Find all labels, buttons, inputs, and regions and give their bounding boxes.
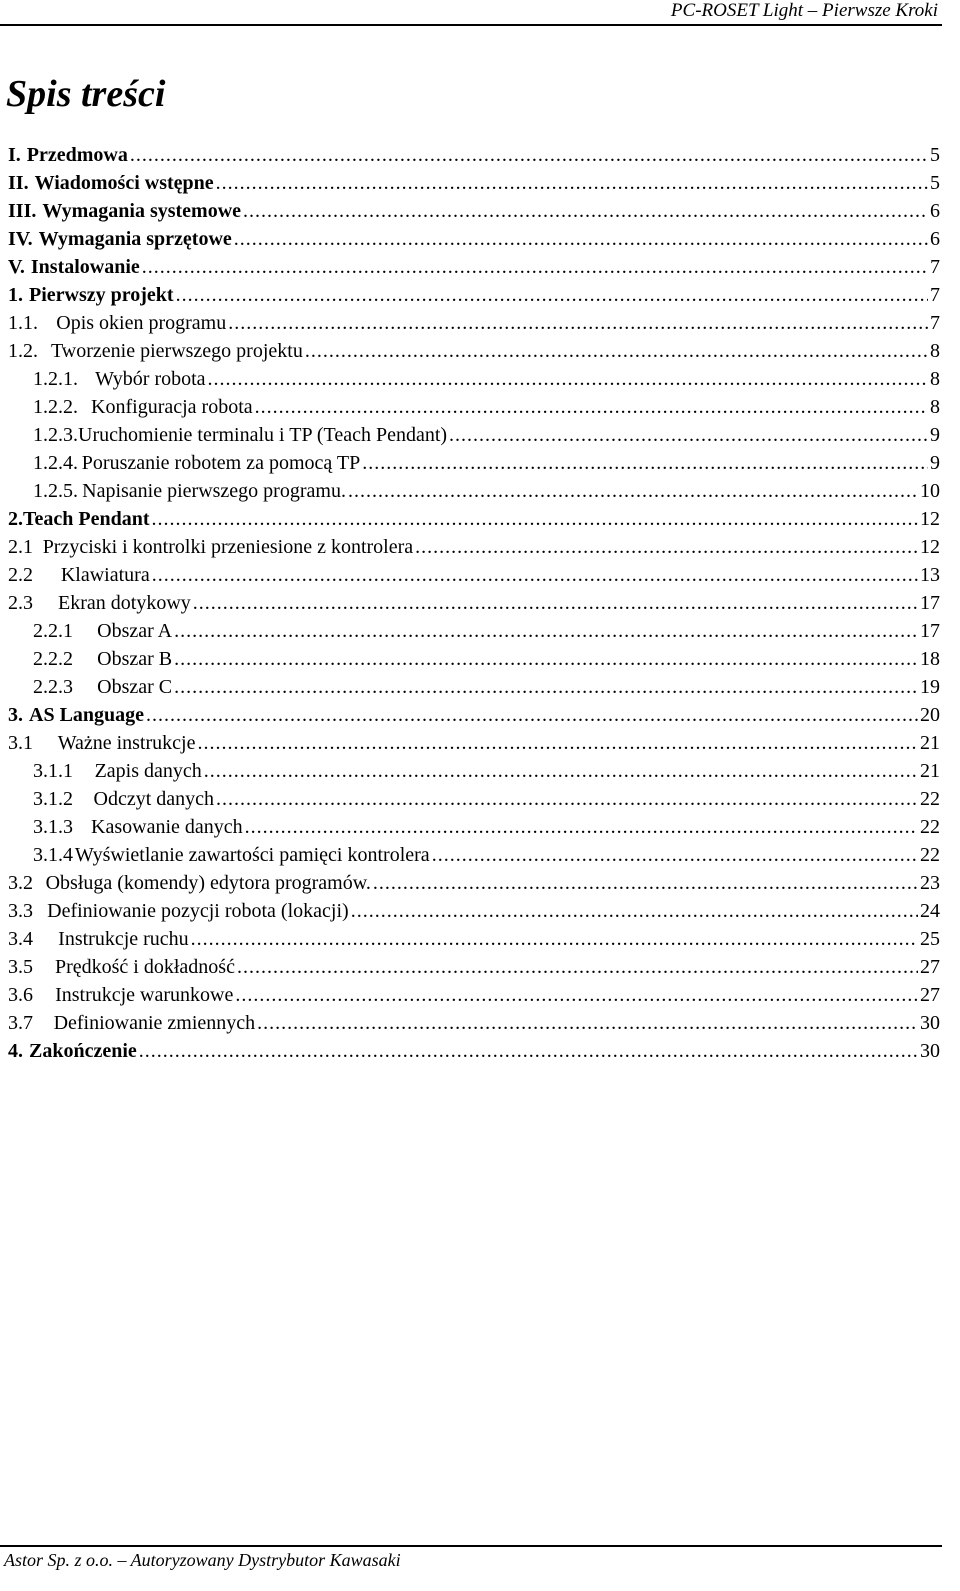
toc-entry-number: I. <box>8 144 21 166</box>
toc-entry[interactable] <box>8 421 940 449</box>
toc-dot-leader <box>415 533 918 561</box>
toc-entry-number: 2.2.3 <box>33 676 73 698</box>
toc-dot-leader <box>257 1009 918 1037</box>
toc-entry-page: 22 <box>920 816 940 838</box>
toc-entry[interactable] <box>8 673 940 701</box>
toc-entry-title: Obszar B <box>97 648 173 670</box>
toc-entry-page: 6 <box>930 200 940 222</box>
toc-dot-leader <box>432 841 918 869</box>
toc-entry-title: Wymagania systemowe <box>42 200 242 222</box>
toc-dot-leader <box>245 813 918 841</box>
toc-entry[interactable] <box>8 953 940 981</box>
toc-entry-title: Definiowanie zmiennych <box>53 1012 256 1034</box>
toc-entry[interactable] <box>8 729 940 757</box>
toc-entry-page: 18 <box>920 648 940 670</box>
toc-entry-title: Wiadomości wstępne <box>34 172 214 194</box>
toc-entry-title: Zapis danych <box>94 760 202 782</box>
toc-entry[interactable] <box>8 757 940 785</box>
toc-entry-title: Wybór robota <box>95 368 206 390</box>
toc-dot-leader <box>139 1037 918 1065</box>
toc-entry-page: 6 <box>930 228 940 250</box>
toc-dot-leader <box>237 953 918 981</box>
toc-entry-page: 24 <box>920 900 940 922</box>
toc-entry-number: 1.2.1. <box>33 368 78 390</box>
toc-entry-number: 1.2.5. <box>33 480 78 502</box>
toc-entry[interactable] <box>8 981 940 1009</box>
toc-entry-page: 21 <box>920 732 940 754</box>
toc-entry[interactable] <box>8 869 940 897</box>
toc-entry[interactable] <box>8 281 940 309</box>
toc-entry-number: III. <box>8 200 37 222</box>
toc-dot-leader <box>234 225 928 253</box>
toc-dot-leader <box>228 309 928 337</box>
toc-entry-number: 3.3 <box>8 900 33 922</box>
toc-entry-title: Odczyt danych <box>93 788 215 810</box>
toc-entry-page: 7 <box>930 256 940 278</box>
toc-entry-number: V. <box>8 256 25 278</box>
toc-dot-leader <box>235 981 918 1009</box>
toc-entry-number: 4. <box>8 1040 23 1062</box>
toc-entry-number: 1.2.3. <box>33 424 78 446</box>
toc-entry-number: 3.7 <box>8 1012 33 1034</box>
toc-entry[interactable] <box>8 309 940 337</box>
toc-entry-page: 10 <box>920 480 940 502</box>
toc-entry-page: 12 <box>920 536 940 558</box>
toc-entry-page: 7 <box>930 312 940 334</box>
toc-entry-number: 1.2. <box>8 340 38 362</box>
toc-entry-title: Przedmowa <box>26 144 128 166</box>
toc-entry[interactable] <box>8 197 940 225</box>
toc-entry[interactable] <box>8 1037 940 1065</box>
toc-entry[interactable] <box>8 365 940 393</box>
toc-entry-number: 3.1 <box>8 732 33 754</box>
page-header <box>0 0 942 26</box>
toc-heading: Spis treści <box>6 73 166 115</box>
toc-entry[interactable] <box>8 477 940 505</box>
toc-entry[interactable] <box>8 505 940 533</box>
page-footer <box>0 1545 942 1570</box>
toc-entry-page: 30 <box>920 1012 940 1034</box>
toc-entry-title: Obsługa (komendy) edytora programów. <box>45 872 371 894</box>
toc-entry-title: Instalowanie <box>30 256 140 278</box>
toc-dot-leader <box>191 925 918 953</box>
toc-entry-title: Wymagania sprzętowe <box>38 228 232 250</box>
toc-dot-leader <box>305 337 928 365</box>
toc-entry-title: Definiowanie pozycji robota (lokacji) <box>47 900 349 922</box>
toc-entry-number: 3.4 <box>8 928 33 950</box>
toc-entry-title: Pierwszy projekt <box>29 284 174 306</box>
toc-entry-page: 8 <box>930 396 940 418</box>
toc-entry-title: Prędkość i dokładność <box>54 956 235 978</box>
toc-entry-number: 2.1 <box>8 536 33 558</box>
toc-entry-number: 3.6 <box>8 984 33 1006</box>
toc-entry[interactable] <box>8 841 940 869</box>
toc-dot-leader <box>373 869 918 897</box>
toc-entry[interactable] <box>8 169 940 197</box>
toc-entry-page: 19 <box>920 676 940 698</box>
toc-dot-leader <box>130 141 928 169</box>
toc-entry-number: 3.5 <box>8 956 33 978</box>
toc-entry-number: 1.2.4. <box>33 452 78 474</box>
toc-entry-title: Ekran dotykowy <box>58 592 191 614</box>
toc-entry-title: Obszar C <box>97 676 173 698</box>
toc-dot-leader <box>216 785 918 813</box>
toc-entry[interactable] <box>8 645 940 673</box>
toc-entry[interactable] <box>8 617 940 645</box>
toc-entry-page: 25 <box>920 928 940 950</box>
toc-entry-page: 13 <box>920 564 940 586</box>
table-of-contents <box>8 141 940 1065</box>
toc-entry-page: 17 <box>920 592 940 614</box>
toc-dot-leader <box>142 253 928 281</box>
toc-dot-leader <box>152 561 918 589</box>
toc-entry-page: 12 <box>920 508 940 530</box>
toc-dot-leader <box>362 449 928 477</box>
toc-entry-page: 27 <box>920 984 940 1006</box>
document-title: PC-ROSET Light – Pierwsze Kroki <box>670 0 938 21</box>
toc-entry-title: Ważne instrukcje <box>57 732 196 754</box>
toc-entry[interactable] <box>8 337 940 365</box>
toc-entry-number: 2.2 <box>8 564 33 586</box>
toc-entry[interactable] <box>8 225 940 253</box>
toc-entry-title: Instrukcje warunkowe <box>55 984 234 1006</box>
toc-entry[interactable] <box>8 393 940 421</box>
toc-entry-title: Opis okien programu <box>56 312 227 334</box>
toc-entry-page: 5 <box>930 144 940 166</box>
toc-entry-number: 3. <box>8 704 23 726</box>
toc-dot-leader <box>174 617 918 645</box>
toc-entry-title: Teach Pendant <box>23 508 150 530</box>
toc-entry[interactable] <box>8 701 940 729</box>
toc-dot-leader <box>216 169 928 197</box>
toc-entry-title: Napisanie pierwszego programu. <box>82 480 346 502</box>
toc-entry-page: 27 <box>920 956 940 978</box>
toc-dot-leader <box>146 701 918 729</box>
toc-entry-number: 1.1. <box>8 312 38 334</box>
footer-text: Astor Sp. z o.o. – Autoryzowany Dystrybutor Kawasaki <box>4 1550 401 1570</box>
toc-entry-title: Przyciski i kontrolki przeniesione z kontrolera <box>42 536 414 558</box>
toc-dot-leader <box>204 757 918 785</box>
toc-dot-leader <box>208 365 928 393</box>
toc-entry[interactable] <box>8 785 940 813</box>
toc-entry-number: 3.1.2 <box>33 788 73 810</box>
toc-entry-number: II. <box>8 172 29 194</box>
toc-dot-leader <box>174 673 918 701</box>
toc-entry-page: 8 <box>930 368 940 390</box>
toc-entry-page: 5 <box>930 172 940 194</box>
toc-entry-title: Poruszanie robotem za pomocą TP <box>81 452 361 474</box>
toc-entry-number: 2.2.2 <box>33 648 73 670</box>
toc-entry-number: 3.1.4 <box>33 844 73 866</box>
toc-entry-page: 22 <box>920 788 940 810</box>
toc-entry[interactable] <box>8 813 940 841</box>
toc-entry-number: 3.1.1 <box>33 760 73 782</box>
toc-entry-title: Zakończenie <box>29 1040 137 1062</box>
toc-entry-title: Instrukcje ruchu <box>58 928 189 950</box>
toc-entry[interactable] <box>8 449 940 477</box>
toc-dot-leader <box>255 393 928 421</box>
toc-entry-title: Uruchomienie terminalu i TP (Teach Pendant) <box>78 424 448 446</box>
toc-entry-page: 8 <box>930 340 940 362</box>
toc-entry[interactable] <box>8 561 940 589</box>
toc-entry-title: AS Language <box>29 704 145 726</box>
toc-entry[interactable] <box>8 141 940 169</box>
toc-entry-title: Tworzenie pierwszego projektu <box>50 340 303 362</box>
toc-entry-page: 23 <box>920 872 940 894</box>
toc-entry[interactable] <box>8 925 940 953</box>
toc-entry-page: 20 <box>920 704 940 726</box>
toc-entry[interactable] <box>8 897 940 925</box>
toc-entry-page: 17 <box>920 620 940 642</box>
toc-dot-leader <box>174 645 918 673</box>
toc-entry-title: Klawiatura <box>60 564 150 586</box>
toc-entry[interactable] <box>8 589 940 617</box>
toc-entry-page: 9 <box>930 424 940 446</box>
toc-entry-number: 2.2.1 <box>33 620 73 642</box>
toc-entry-number: 2.3 <box>8 592 33 614</box>
toc-dot-leader <box>351 897 918 925</box>
toc-entry-page: 22 <box>920 844 940 866</box>
toc-entry-title: Kasowanie danych <box>91 816 243 838</box>
toc-entry-number: 2. <box>8 508 23 530</box>
toc-dot-leader <box>449 421 928 449</box>
toc-entry-number: IV. <box>8 228 33 250</box>
toc-dot-leader <box>193 589 918 617</box>
toc-entry-number: 3.1.3 <box>33 816 73 838</box>
toc-dot-leader <box>197 729 918 757</box>
toc-entry-title: Wyświetlanie zawartości pamięci kontrolera <box>74 844 430 866</box>
toc-entry-number: 3.2 <box>8 872 33 894</box>
toc-entry-number: 1. <box>8 284 23 306</box>
toc-dot-leader <box>348 477 918 505</box>
toc-dot-leader <box>152 505 918 533</box>
toc-dot-leader <box>176 281 928 309</box>
toc-entry-page: 7 <box>930 284 940 306</box>
toc-entry-title: Konfiguracja robota <box>91 396 253 418</box>
toc-entry[interactable] <box>8 253 940 281</box>
toc-entry[interactable] <box>8 533 940 561</box>
toc-entry-number: 1.2.2. <box>33 396 78 418</box>
toc-entry[interactable] <box>8 1009 940 1037</box>
toc-entry-page: 30 <box>920 1040 940 1062</box>
toc-dot-leader <box>243 197 928 225</box>
toc-entry-title: Obszar A <box>97 620 173 642</box>
toc-entry-page: 9 <box>930 452 940 474</box>
toc-entry-page: 21 <box>920 760 940 782</box>
